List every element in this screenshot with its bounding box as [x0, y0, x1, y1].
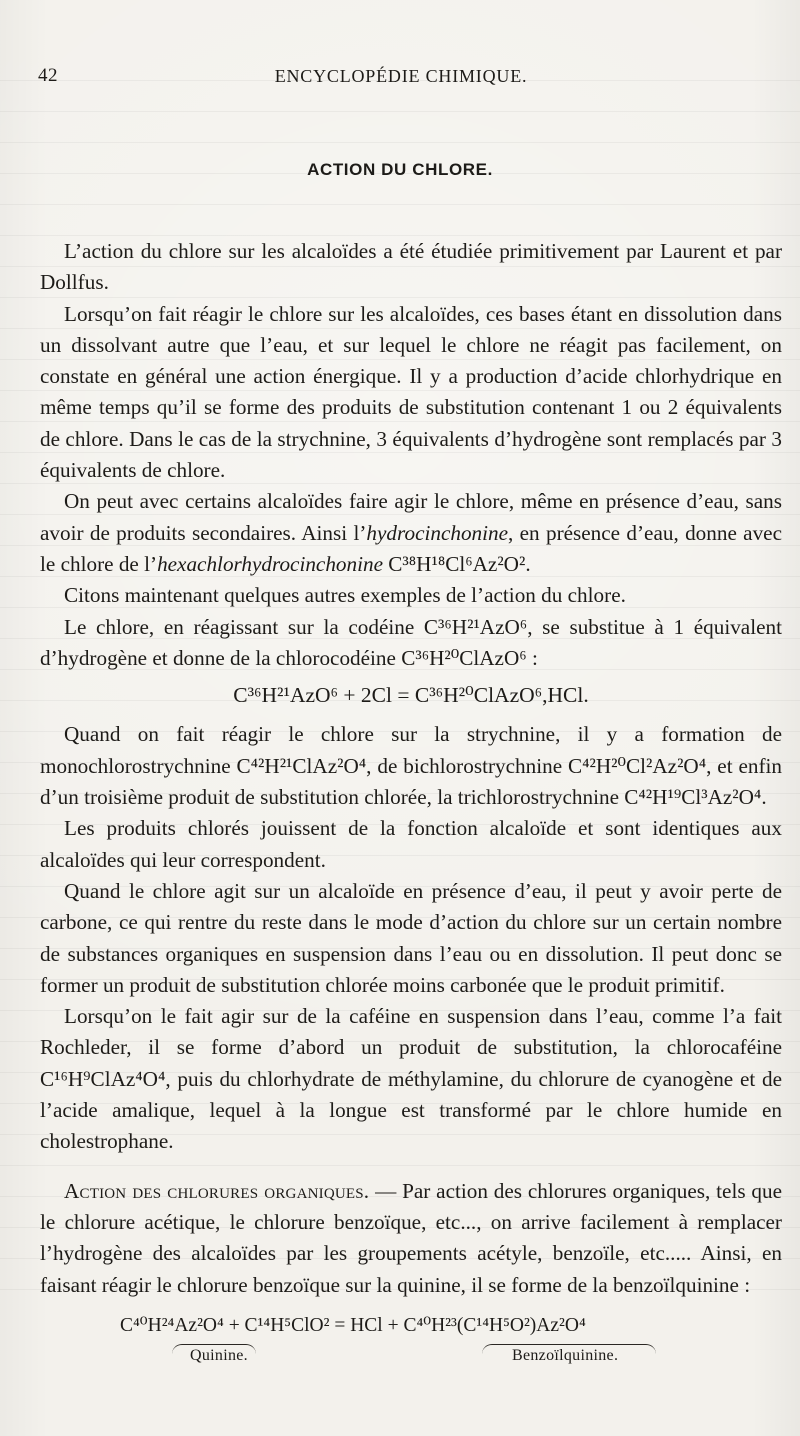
paragraph-9: Lorsqu’on le fait agir sur de la caféine en suspension dans l’eau, comme l’a fait Rochleder, il se forme d’abord un produit de substitution, la chlorocaféine C¹⁶H⁹ClAz⁴O⁴, puis du chlorhydrate de méthylamine, du chlorure de cyanogène et de l’acide amalique, lequel à la longue est transformé par le chlore humide en cholestrophane. — [40, 1004, 782, 1154]
hydrocinchonine-term: hydrocinchonine — [366, 520, 509, 545]
body-text — [40, 236, 782, 1301]
paragraph-7: Les produits chlorés jouissent de la fonction alcaloïde et sont identiques aux alcaloïdes qui leur correspondent. — [40, 816, 782, 872]
paragraph-8: Quand le chlore agit sur un alcaloïde en présence d’eau, il peut y avoir perte de carbone, ce qui rentre du reste dans le mode d’action du chlore sur un certain nombre de substances organiques en suspension dans l’eau ou en dissolution. Il peut donc se former un produit de substitution chlorée moins carbonée que le produit primitif. — [40, 878, 782, 997]
benzoylquinine-formula — [120, 1313, 680, 1373]
codeine-formula: C³⁶H²¹AzO⁶ + 2Cl = C³⁶H²⁰ClAzO⁶,HCl. — [233, 683, 589, 708]
page-number: 42 — [38, 65, 58, 86]
paragraph-3 — [40, 486, 782, 580]
quinine-label: Quinine. — [190, 1347, 248, 1364]
paragraph-1: L’action du chlore sur les alcaloïdes a été étudiée primitivement par Laurent et par Dollfus. — [40, 239, 782, 295]
running-title: ENCYCLOPÉDIE CHIMIQUE. — [274, 65, 528, 86]
p3-text-3: C³⁸H¹⁸Cl⁶Az²O². — [383, 551, 531, 576]
paragraph-10 — [40, 1176, 782, 1301]
hexachlor-term: hexachlorhydrocinchonine — [157, 551, 383, 576]
p3-text-1: On peut avec certains alcaloïdes faire agir le chlore, même en présence d’eau, sans avoir de produits secondaires. Ainsi l’ — [40, 489, 782, 545]
p10-text: — Par action des chlorures organiques, tels que le chlorure acétique, le chlorure benzoïque, etc..., on arrive facilement à remplacer l’hydrogène des alcaloïdes par les groupements acétyle, benzoïle, etc..... Ainsi, en faisant réagir le chlorure benzoïque sur la quinine, il se forme de la benzoïlquinine : — [40, 1178, 782, 1297]
subsection-heading: Action des chlorures organiques. — [64, 1178, 370, 1203]
p3-text-2: , en présence d’eau, donne avec le chlore de l’ — [40, 520, 782, 576]
paragraph-2: Lorsqu’on fait réagir le chlore sur les alcaloïdes, ces bases étant en dissolution dans un dissolvant autre que l’eau, et sur lequel le chlore ne réagit pas facilement, on constate en général une action énergique. Il y a production d’acide chlorhydrique en même temps qu’il se forme des produits de substitution contenant 1 ou 2 équivalents de chlore. Dans le cas de la strychnine, 3 équivalents d’hydrogène sont remplacés par 3 équivalents de chlore. — [40, 301, 782, 483]
section-title: ACTION DU CHLORE. — [307, 160, 493, 179]
paragraph-5: Le chlore, en réagissant sur la codéine C³⁶H²¹AzO⁶, se substitue à 1 équivalent d’hydrogène et donne de la chlorocodéine C³⁶H²⁰ClAzO⁶ : — [40, 614, 782, 670]
paragraph-4: Citons maintenant quelques autres exemples de l’action du chlore. — [64, 583, 626, 608]
formula-line: C⁴⁰H²⁴Az²O⁴ + C¹⁴H⁵ClO² = HCl + C⁴⁰H²³(C¹⁴H⁵O²)Az²O⁴ — [120, 1315, 586, 1336]
benzoylquinine-label: Benzoïlquinine. — [512, 1347, 619, 1364]
paragraph-6: Quand on fait réagir le chlore sur la strychnine, il y a formation de monochlorostrychnine C⁴²H²¹ClAz²O⁴, de bichlorostrychnine C⁴²H²⁰Cl²Az²O⁴, et enfin d’un troisième produit de substitution chlorée, la trichlorostrychnine C⁴²H¹⁹Cl³Az²O⁴. — [40, 722, 782, 810]
running-head — [38, 64, 764, 88]
